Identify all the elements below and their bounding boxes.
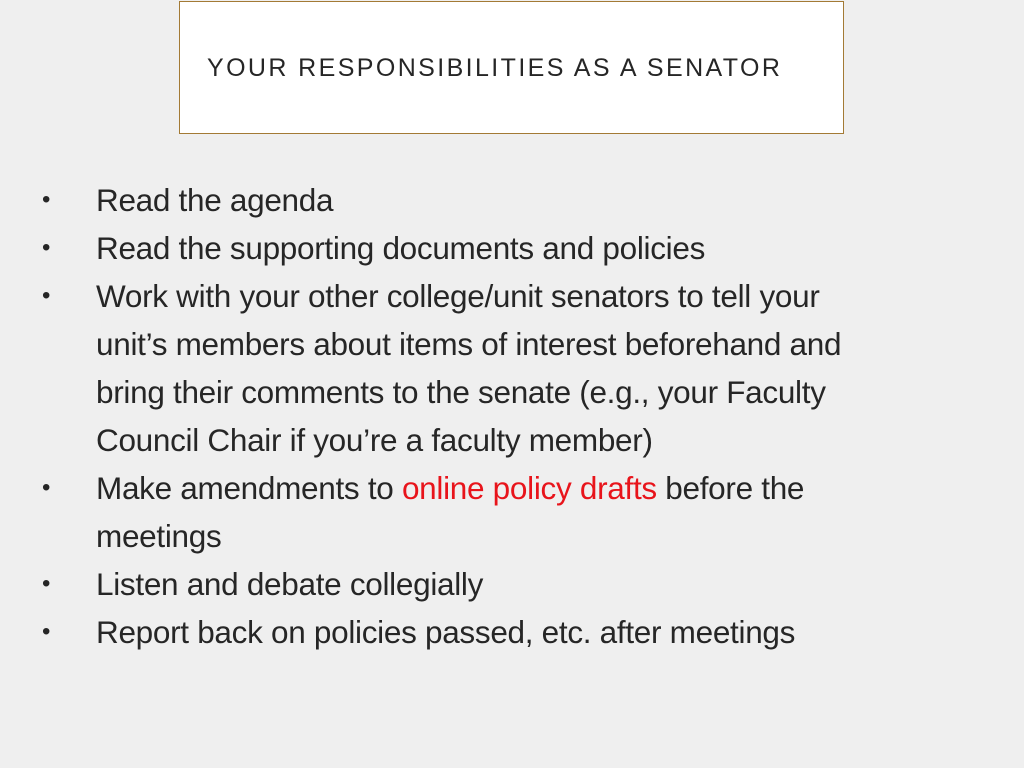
online-policy-drafts-link[interactable]: online policy drafts <box>401 470 657 506</box>
list-item <box>0 464 1024 560</box>
bullet-icon: • <box>42 474 51 501</box>
bullet-icon: • <box>42 186 51 213</box>
list-item-text: Council Chair if you’re a faculty member) <box>96 422 653 458</box>
bullet-icon: • <box>42 570 51 597</box>
list-item <box>0 272 1024 464</box>
list-item-text: Listen and debate collegially <box>96 566 484 602</box>
list-item <box>0 608 1024 656</box>
list-item-text-before-link: Make amendments to <box>96 470 402 506</box>
bullet-icon: • <box>42 618 51 645</box>
list-item-text: Work with your other college/unit senators to tell your <box>96 278 820 314</box>
list-item-text <box>96 464 1004 512</box>
list-item <box>0 224 1024 272</box>
responsibilities-list <box>0 176 1024 656</box>
list-item-text: meetings <box>96 518 222 554</box>
bullet-icon: • <box>42 234 51 261</box>
bullet-icon: • <box>42 282 51 309</box>
list-item-text: Read the agenda <box>96 182 334 218</box>
list-item <box>0 176 1024 224</box>
slide-title: YOUR RESPONSIBILITIES AS A SENATOR <box>207 54 783 82</box>
slide-title-box <box>179 1 844 134</box>
list-item-text: Report back on policies passed, etc. after meetings <box>96 614 796 650</box>
list-item-text: unit’s members about items of interest beforehand and <box>96 326 842 362</box>
list-item-text-after-link: before the <box>656 470 805 506</box>
list-item <box>0 560 1024 608</box>
list-item-text: Read the supporting documents and policies <box>96 230 706 266</box>
list-item-text: bring their comments to the senate (e.g., your Faculty <box>96 374 826 410</box>
